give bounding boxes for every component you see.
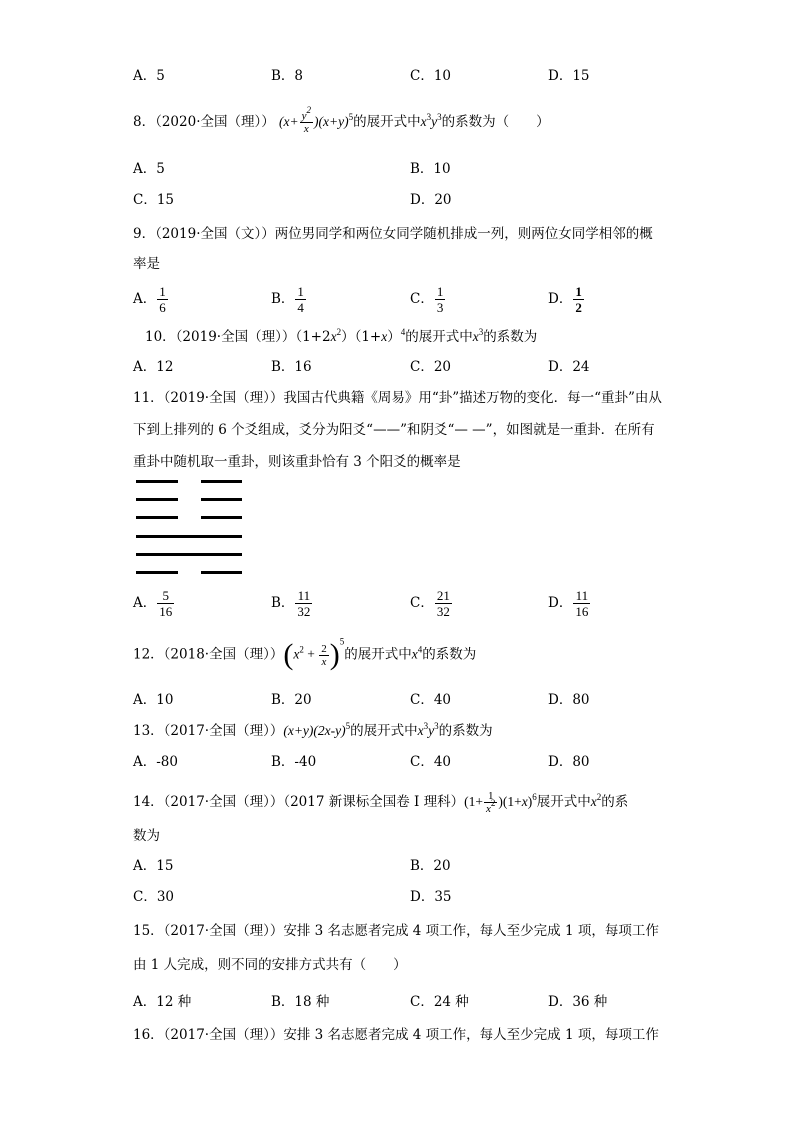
- option-b: B．-40: [271, 754, 317, 770]
- option-c: C．15: [133, 192, 175, 208]
- question-11-line-2: 下到上排列的 6 个爻组成，爻分为阳爻“——”和阴爻“— —”，如图就是一重卦．在所有: [133, 422, 655, 438]
- yin-line-right: [201, 498, 242, 501]
- yin-line-right: [201, 571, 242, 574]
- question-8-stem: 8．（2020·全国（理）） (x+ $\frac{y^2}{x}$ )$(x+y)^5$的展开式中$x^3y^3$的系数为（ ）: [133, 105, 550, 135]
- yin-line-right: [201, 480, 242, 483]
- fraction: $\frac{1}{6}$: [159, 284, 166, 315]
- question-9-line-2: 率是: [133, 256, 160, 272]
- yin-line-left: [136, 480, 178, 483]
- yin-line-left: [136, 516, 178, 519]
- option-b: B．8: [271, 68, 304, 84]
- option-c: C． $\frac{1}{3}$: [410, 284, 444, 315]
- option-d: D．15: [548, 68, 590, 84]
- option-a: A．-80: [133, 754, 178, 770]
- question-8-mid: 的展开式中: [353, 114, 421, 130]
- question-13-stem: 13．（2017·全国（理））$(x+y)(2x-y)^5$的展开式中$x^3y^3$的系数为: [133, 721, 493, 739]
- option-c: C． $\frac{21}{32}$: [410, 588, 450, 619]
- yin-line-left: [136, 571, 178, 574]
- option-b: B．16: [271, 359, 312, 375]
- yin-line-right: [201, 516, 242, 519]
- question-8-suffix: 的系数为（ ）: [441, 114, 550, 130]
- option-a: A．12 种: [133, 994, 192, 1010]
- fraction: $\frac{1}{4}$: [297, 284, 304, 315]
- yin-line-left: [136, 498, 178, 501]
- option-c: C．10: [410, 68, 452, 84]
- fraction: $\frac{5}{16}$: [159, 588, 173, 619]
- option-b: B．20: [271, 692, 312, 708]
- option-a: A．10: [133, 692, 174, 708]
- question-15-line-2: 由 1 人完成，则不同的安排方式共有（ ）: [133, 957, 407, 973]
- question-15-line-1: 15．（2017·全国（理））安排 3 名志愿者完成 4 项工作，每人至少完成 1 项，每项工作: [133, 923, 659, 939]
- option-c: C．40: [410, 754, 452, 770]
- option-a: A．15: [133, 858, 174, 874]
- question-8-prefix: 8．（2020·全国（理））: [133, 114, 275, 130]
- fraction: $\frac{21}{32}$: [436, 588, 450, 619]
- fraction: $\frac{1}{3}$: [436, 284, 444, 315]
- option-b: B．10: [410, 161, 451, 177]
- option-d: D．20: [410, 192, 452, 208]
- option-c: C．24 种: [410, 994, 469, 1010]
- option-b: B． $\frac{1}{4}$: [271, 284, 304, 315]
- yang-line: [136, 535, 242, 538]
- fraction: $\frac{1}{2}$: [575, 284, 582, 315]
- option-d: D．24: [548, 359, 590, 375]
- option-d: D．80: [548, 754, 590, 770]
- option-a: A． $\frac{1}{6}$: [133, 284, 166, 315]
- option-b: B． $\frac{11}{32}$: [271, 588, 311, 619]
- option-d: D． $\frac{11}{16}$: [548, 588, 589, 619]
- option-a: A．5: [133, 68, 165, 84]
- option-c: C．20: [410, 359, 452, 375]
- question-10-stem: 10．（2019·全国（理））$(1+2x^2)(1+x)^4$的展开式中$x^3$的系数为: [145, 327, 538, 345]
- option-d: D．36 种: [548, 994, 608, 1010]
- question-11-line-3: 重卦中随机取一重卦，则该重卦恰有 3 个阳爻的概率是: [133, 454, 461, 470]
- option-d: D．80: [548, 692, 590, 708]
- option-d: D． $\frac{1}{2}$: [548, 284, 582, 315]
- question-16-line-1: 16．（2017·全国（理））安排 3 名志愿者完成 4 项工作，每人至少完成 1 项，每项工作: [133, 1027, 659, 1043]
- option-b: B．18 种: [271, 994, 330, 1010]
- option-a: A． $\frac{5}{16}$: [133, 588, 173, 619]
- option-b: B．20: [410, 858, 451, 874]
- fraction: $\frac{11}{16}$: [575, 588, 589, 619]
- question-14-stem: 14．（2017·全国（理））（2017 新课标全国卷 I 理科）(1+ $\frac{1}{x^2}$ )$(1+x)^6$展开式中$x^2$的系: [133, 790, 629, 815]
- question-9-line-1: 9．（2019·全国（文））两位男同学和两位女同学随机排成一列，则两位女同学相邻的概: [133, 226, 653, 242]
- question-12-stem: 12．（2018·全国（理））($x^2$ + $\frac{2}{x}$ )$^5$的展开式中$x^4$的系数为: [133, 636, 477, 671]
- question-14-line-2: 数为: [133, 828, 160, 844]
- question-11-line-1: 11．（2019·全国（理））我国古代典籍《周易》用“卦”描述万物的变化．每一“重卦”由从: [133, 390, 662, 406]
- option-d: D．35: [410, 889, 452, 905]
- option-c: C．40: [410, 692, 452, 708]
- yang-line: [136, 553, 242, 556]
- fraction: $\frac{11}{32}$: [297, 588, 311, 619]
- option-a: A．5: [133, 161, 165, 177]
- option-c: C．30: [133, 889, 175, 905]
- option-a: A．12: [133, 359, 174, 375]
